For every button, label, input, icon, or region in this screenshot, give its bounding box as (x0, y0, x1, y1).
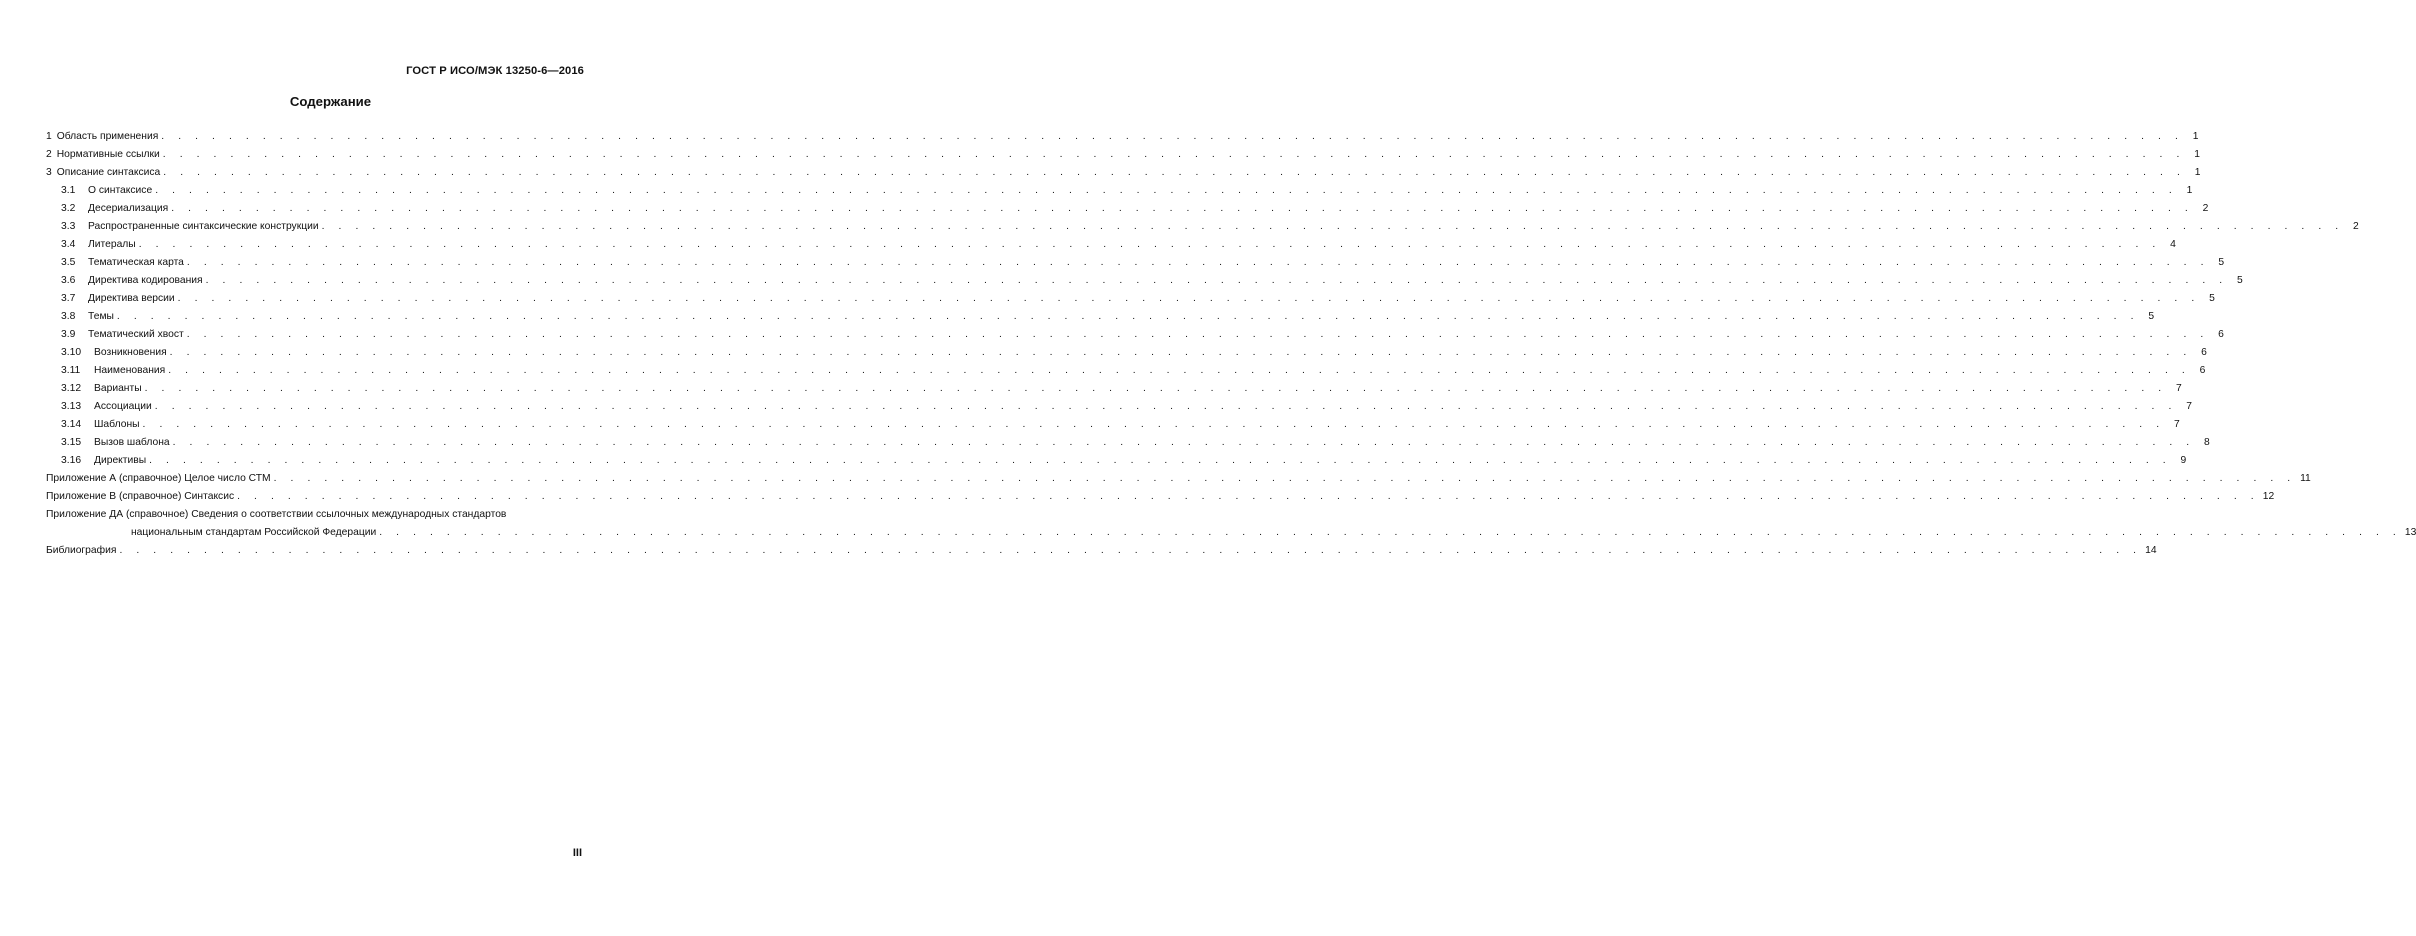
toc-entry[interactable] (46, 485, 2275, 503)
toc-entry[interactable] (46, 125, 2199, 143)
toc-entry-page: 7 (2176, 383, 2182, 394)
toc-entry-label: Варианты (94, 383, 142, 394)
toc-entry-title (46, 184, 152, 197)
toc-entry-page: 14 (2145, 545, 2157, 556)
toc-entry-title (46, 148, 160, 161)
toc-entry-number: 3.6 (61, 275, 76, 286)
toc-entry[interactable] (46, 161, 2201, 179)
toc-entry[interactable] (46, 539, 2157, 557)
page-number: III (572, 847, 582, 859)
toc-entry-page: 2 (2202, 203, 2209, 214)
toc-entry-page: 7 (2173, 419, 2180, 430)
standard-header: ГОСТ Р ИСО/МЭК 13250-6—2016 (406, 65, 584, 77)
toc-entry-label: Описание синтаксиса (56, 167, 161, 178)
toc-entry-label: Наименования (94, 365, 166, 376)
toc-entry-label: Директива кодирования (88, 275, 203, 286)
toc-entry[interactable] (46, 143, 2200, 161)
dot-leader: . . . . . . . . . . . . . . . . . . . . . . . . . . . . . . . . . . . . . . . . . . . . . . . . . . . . . . . . . . . . . . . . . . . . . . . . . . . . . . . . . . . . . . . . . . . . . . . . . . . . . . . . . . . . . . . . . . . . . . . . (163, 167, 2186, 178)
dot-leader: . . . . . . . . . . . . . . . . . . . . . . . . . . . . . . . . . . . . . . . . . . . . . . . . . . . . . . . . . . . . . . . . . . . . . . . . . . . . . . . . . . . . . . . . . . . . . . . . . . . . . . . . . . . . . . . . . . . . . . . . (205, 275, 2228, 286)
toc-entry-page: 1 (2194, 167, 2201, 178)
dot-leader: . . . . . . . . . . . . . . . . . . . . . . . . . . . . . . . . . . . . . . . . . . . . . . . . . . . . . . . . . . . . . . . . . . . . . . . . . . . . . . . . . . . . . . . . . . . . . . . . . . . . . . . . . . . . . . . . . . . . . . . . (144, 383, 2167, 394)
toc-entry-number: 3.5 (61, 257, 76, 268)
toc-entry-label: О синтаксисе (88, 185, 153, 196)
toc-entry-label: Распространенные синтаксические конструкции (88, 221, 319, 232)
dot-leader: . . . . . . . . . . . . . . . . . . . . . . . . . . . . . . . . . . . . . . . . . . . . . . . . . . . . . . . . . . . . . . . . . . . . . . . . . . . . . . . . . . . . . . . . . . . . . . . . . . . . . . . . . . . . . . . . . . . . . . . . (379, 527, 2402, 538)
dot-leader: . . . . . . . . . . . . . . . . . . . . . . . . . . . . . . . . . . . . . . . . . . . . . . . . . . . . . . . . . . . . . . . . . . . . . . . . . . . . . . . . . . . . . . . . . . . . . . . . . . . . . . . . . . . . . . . . . . . . . . . . (172, 437, 2195, 448)
toc-entry-title (46, 130, 158, 143)
toc-entry[interactable] (46, 251, 2225, 269)
dot-leader: . . . . . . . . . . . . . . . . . . . . . . . . . . . . . . . . . . . . . . . . . . . . . . . . . . . . . . . . . . . . . . . . . . . . . . . . . . . . . . . . . . . . . . . . . . . . . . . . . . . . . . . . . . . . . . . . . . . . . . . . (116, 311, 2140, 322)
dot-leader: . . . . . . . . . . . . . . . . . . . . . . . . . . . . . . . . . . . . . . . . . . . . . . . . . . . . . . . . . . . . . . . . . . . . . . . . . . . . . . . . . . . . . . . . . . . . . . . . . . . . . . . . . . . . . . . . . . . . . . . . (186, 257, 2210, 268)
toc-entry-number: 3.10 (61, 347, 82, 358)
table-of-contents (46, 125, 2416, 557)
toc-entry[interactable] (46, 431, 2210, 449)
toc-entry-label: Темы (88, 311, 114, 322)
toc-entry[interactable] (46, 323, 2224, 341)
toc-entry-page: 8 (2204, 437, 2210, 448)
toc-entry-title (46, 328, 184, 341)
dot-leader: . . . . . . . . . . . . . . . . . . . . . . . . . . . . . . . . . . . . . . . . . . . . . . . . . . . . . . . . . . . . . . . . . . . . . . . . . . . . . . . . . . . . . . . . . . . . . . . . . . . . . . . . . . . . . . . . . . . . . . . . (138, 239, 2161, 250)
toc-entry-appendix-da-line1[interactable]: Приложение ДА (справочное) Сведения о соответствии ссылочных международных стандартов (46, 509, 507, 520)
dot-leader: . . . . . . . . . . . . . . . . . . . . . . . . . . . . . . . . . . . . . . . . . . . . . . . . . . . . . . . . . . . . . . . . . . . . . . . . . . . . . . . . . . . . . . . . . . . . . . . . . . . . . . . . . . . . . . . . . . . . . . . . (186, 329, 2209, 340)
toc-entry-number: 3 (46, 167, 52, 178)
toc-entry-page: 1 (2192, 131, 2199, 142)
toc-entry-title (46, 346, 167, 359)
toc-entry-page: 2 (2353, 221, 2359, 232)
toc-entry-label: Приложение А (справочное) Целое число СТМ (46, 473, 271, 484)
dot-leader: . . . . . . . . . . . . . . . . . . . . . . . . . . . . . . . . . . . . . . . . . . . . . . . . . . . . . . . . . . . . . . . . . . . . . . . . . . . . . . . . . . . . . . . . . . . . . . . . . . . . . . . . . . . . . . . . . . . . . . . . (177, 293, 2200, 304)
dot-leader: . . . . . . . . . . . . . . . . . . . . . . . . . . . . . . . . . . . . . . . . . . . . . . . . . . . . . . . . . . . . . . . . . . . . . . . . . . . . . . . . . . . . . . . . . . . . . . . . . . . . . . . . . . . . . . . . . . . . . . . . (169, 347, 2192, 358)
toc-entry-page: 1 (2186, 185, 2193, 196)
toc-entry[interactable] (46, 359, 2206, 377)
toc-entry-label: Шаблоны (94, 419, 140, 430)
toc-entry-label: Тематическая карта (88, 257, 184, 268)
dot-leader: . . . . . . . . . . . . . . . . . . . . . . . . . . . . . . . . . . . . . . . . . . . . . . . . . . . . . . . . . . . . . . . . . . . . . . . . . . . . . . . . . . . . . . . . . . . . . . . . . . . . . . . . . . . . . . . . . . . . . . . . (155, 185, 2178, 196)
toc-entry[interactable] (46, 341, 2207, 359)
toc-entry-title (46, 544, 116, 557)
toc-entry[interactable] (46, 449, 2187, 467)
toc-entry-page: 5 (2218, 257, 2225, 268)
toc-entry-title (131, 526, 376, 539)
toc-entry-number: 3.11 (61, 365, 81, 376)
toc-entry-number: 3.3 (61, 221, 76, 232)
toc-entry[interactable] (46, 287, 2215, 305)
toc-entry-number: 3.2 (61, 203, 76, 214)
toc-entry-page: 5 (2209, 293, 2215, 304)
toc-entry-label: Нормативные ссылки (56, 149, 160, 160)
toc-entry-number: 3.1 (61, 185, 76, 196)
toc-entry-title (46, 238, 136, 251)
toc-entry-title (46, 166, 160, 179)
toc-entry[interactable] (46, 269, 2243, 287)
toc-entry-title (46, 274, 203, 287)
toc-entry-page: 5 (2148, 311, 2155, 322)
page-title: Содержание (289, 94, 372, 109)
dot-leader: . . . . . . . . . . . . . . . . . . . . . . . . . . . . . . . . . . . . . . . . . . . . . . . . . . . . . . . . . . . . . . . . . . . . . . . . . . . . . . . . . . . . . . . . . . . . . . . . . . . . . . . . . . . . . . . . . . . . . . . . (154, 401, 2177, 412)
toc-entry-page: 6 (2218, 329, 2224, 340)
toc-entry-number: 2 (46, 149, 52, 160)
dot-leader: . . . . . . . . . . . . . . . . . . . . . . . . . . . . . . . . . . . . . . . . . . . . . . . . . . . . . . . . . . . . . . . . . . . . . . . . . . . . . . . . . . . . . . . . . . . . . . . . . . . . . . . . . . . . . . . . . . . . . . . . (149, 455, 2172, 466)
toc-entry-number: 3.15 (61, 437, 82, 448)
dot-leader: . . . . . . . . . . . . . . . . . . . . . . . . . . . . . . . . . . . . . . . . . . . . . . . . . . . . . . . . . . . . . . . . . . . . . . . . . . . . . . . . . . . . . . . . . . . . . . . . . . . . . . . . . . . . . . . . . . . . . . . . (168, 365, 2191, 376)
toc-entry-page: 13 (2404, 527, 2416, 538)
toc-entry[interactable] (46, 395, 2192, 413)
toc-entry[interactable] (46, 197, 2209, 215)
toc-entry-number: 3.8 (61, 311, 76, 322)
toc-entry[interactable] (46, 305, 2155, 323)
dot-leader: . . . . . . . . . . . . . . . . . . . . . . . . . . . . . . . . . . . . . . . . . . . . . . . . . . . . . . . . . . . . . . . . . . . . . . . . . . . . . . . . . . . . . . . . . . . . . . . . . . . . . . . . . . . . . . . . . . . . . . . . (119, 545, 2142, 556)
toc-entry-label: Библиография (46, 545, 117, 556)
toc-entry-title (46, 256, 184, 269)
toc-entry[interactable] (46, 377, 2182, 395)
toc-entry-label: Возникновения (94, 347, 167, 358)
toc-entry[interactable] (46, 179, 2193, 197)
toc-entry-number: 3.9 (61, 329, 76, 340)
toc-entry[interactable] (46, 215, 2359, 233)
toc-entry-number: 3.13 (61, 401, 82, 412)
toc-entry-number: 3.16 (61, 455, 82, 466)
dot-leader: . . . . . . . . . . . . . . . . . . . . . . . . . . . . . . . . . . . . . . . . . . . . . . . . . . . . . . . . . . . . . . . . . . . . . . . . . . . . . . . . . . . . . . . . . . . . . . . . . . . . . . . . . . . . . . . . . . . . . . . . (237, 491, 2260, 502)
toc-entry-title (46, 382, 142, 395)
toc-entry-page: 9 (2180, 455, 2187, 466)
toc-entry-title (46, 454, 146, 467)
toc-entry-title (46, 472, 271, 485)
dot-leader: . . . . . . . . . . . . . . . . . . . . . . . . . . . . . . . . . . . . . . . . . . . . . . . . . . . . . . . . . . . . . . . . . . . . . . . . . . . . . . . . . . . . . . . . . . . . . . . . . . . . . . . . . . . . . . . . . . . . . . . . (142, 419, 2165, 430)
toc-entry-title (46, 436, 170, 449)
toc-entry-label: Вызов шаблона (94, 437, 170, 448)
toc-entry-title (46, 400, 152, 413)
dot-leader: . . . . . . . . . . . . . . . . . . . . . . . . . . . . . . . . . . . . . . . . . . . . . . . . . . . . . . . . . . . . . . . . . . . . . . . . . . . . . . . . . . . . . . . . . . . . . . . . . . . . . . . . . . . . . . . . . . . . . . . . (162, 149, 2185, 160)
toc-entry-page: 7 (2186, 401, 2192, 412)
toc-entry-title (46, 310, 114, 323)
toc-entry-title (46, 364, 165, 377)
toc-entry[interactable] (46, 413, 2180, 431)
toc-entry[interactable] (46, 233, 2176, 251)
toc-entry-page: 6 (2199, 365, 2206, 376)
toc-entry-label: Директива версии (88, 293, 175, 304)
toc-entry-number: 3.12 (61, 383, 82, 394)
toc-entry-appendix-da-line2[interactable] (46, 521, 2416, 539)
toc-entry-label: Директивы (94, 455, 147, 466)
toc-entry-title (46, 490, 234, 503)
toc-entry-page: 11 (2300, 473, 2311, 484)
toc-entry-page: 4 (2170, 239, 2176, 250)
toc-entry-page: 5 (2237, 275, 2243, 286)
dot-leader: . . . . . . . . . . . . . . . . . . . . . . . . . . . . . . . . . . . . . . . . . . . . . . . . . . . . . . . . . . . . . . . . . . . . . . . . . . . . . . . . . . . . . . . . . . . . . . . . . . . . . . . . . . . . . . . . . . . . . . . . (161, 131, 2184, 142)
toc-entry-number: 3.4 (61, 239, 76, 250)
toc-entry-page: 12 (2262, 491, 2275, 502)
dot-leader: . . . . . . . . . . . . . . . . . . . . . . . . . . . . . . . . . . . . . . . . . . . . . . . . . . . . . . . . . . . . . . . . . . . . . . . . . . . . . . . . . . . . . . . . . . . . . . . . . . . . . . . . . . . . . . . . . . . . . . . . (171, 203, 2194, 214)
toc-entry-label: Область применения (56, 131, 159, 142)
toc-entry-title (46, 220, 319, 233)
toc-entry-number: 1 (46, 131, 52, 142)
toc-entry-title (46, 202, 168, 215)
dot-leader: . . . . . . . . . . . . . . . . . . . . . . . . . . . . . . . . . . . . . . . . . . . . . . . . . . . . . . . . . . . . . . . . . . . . . . . . . . . . . . . . . . . . . . . . . . . . . . . . . . . . . . . . . . . . . . . . . . . . . . . . (321, 221, 2344, 232)
toc-entry-label: Тематический хвост (88, 329, 184, 340)
toc-entry-page: 6 (2201, 347, 2207, 358)
toc-entry-number: 3.14 (61, 419, 82, 430)
toc-entry-page: 1 (2194, 149, 2200, 160)
toc-entry-label: Десериализация (88, 203, 169, 214)
toc-entry-label: Приложение В (справочное) Синтаксис (46, 491, 235, 502)
toc-entry-title (46, 418, 140, 431)
dot-leader: . . . . . . . . . . . . . . . . . . . . . . . . . . . . . . . . . . . . . . . . . . . . . . . . . . . . . . . . . . . . . . . . . . . . . . . . . . . . . . . . . . . . . . . . . . . . . . . . . . . . . . . . . . . . . . . . . . . . . . . . (273, 473, 2296, 484)
toc-entry-number: 3.7 (61, 293, 76, 304)
toc-entry-title (46, 292, 175, 305)
toc-entry-label: Ассоциации (94, 401, 152, 412)
toc-entry-label: национальным стандартам Российской Федерации (131, 527, 377, 538)
toc-entry-label: Литералы (88, 239, 136, 250)
toc-entry[interactable] (46, 467, 2311, 485)
